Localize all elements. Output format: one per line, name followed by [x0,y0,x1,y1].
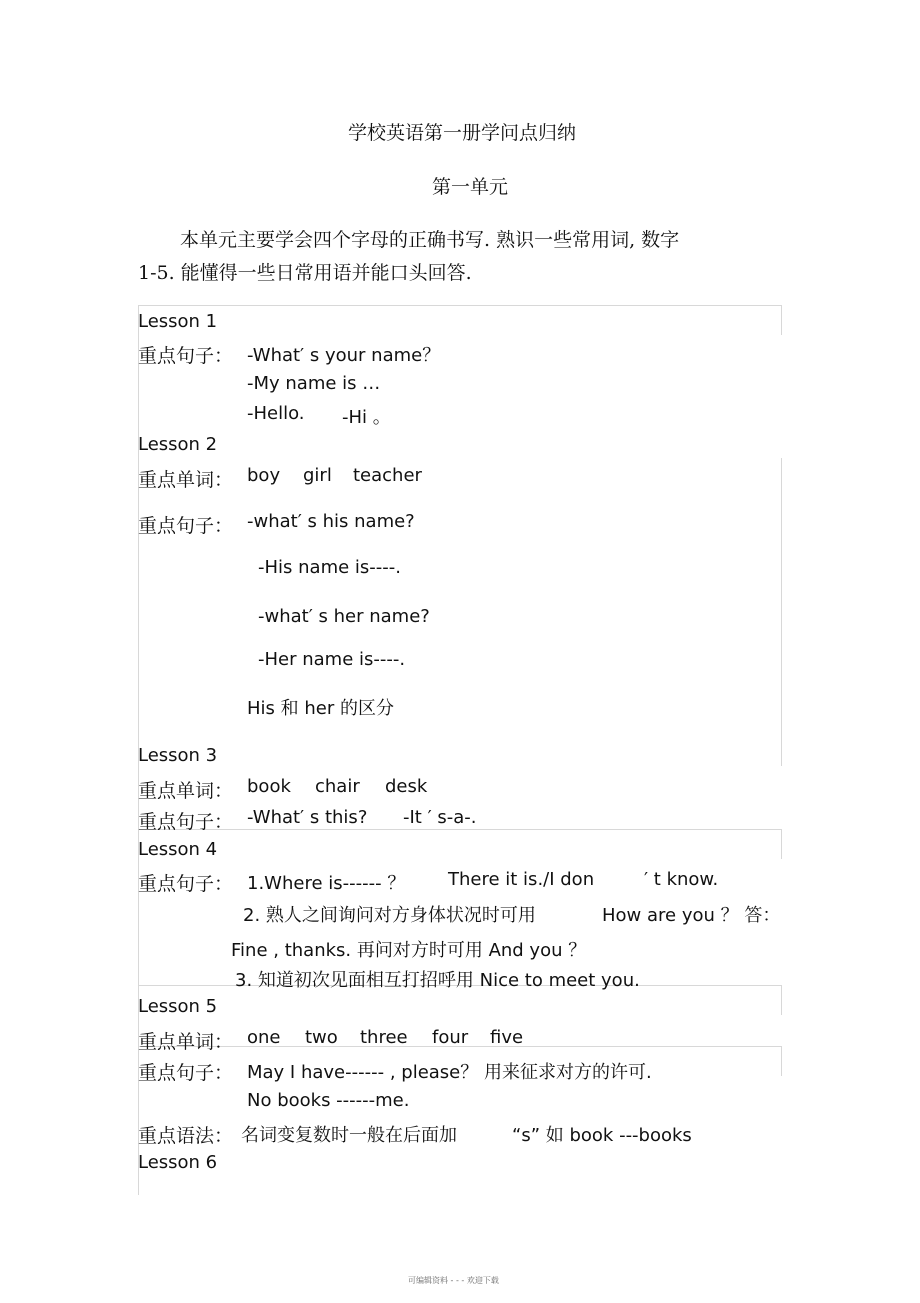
grid-line [138,305,782,306]
label-key-words: 重点单词： [138,469,234,491]
lesson-5-word-5: five [490,1027,524,1048]
lesson-2-word-2: girl [303,465,332,486]
lesson-1-sentence-2: -My name is … [247,373,381,394]
lesson-4-point-2a: 2. 熟人之间询问对方身体状况时可用 [243,905,536,926]
intro-line-2: 1-5. 能懂得一些日常用语并能口头回答. [138,262,472,284]
lesson-2-word-3: teacher [353,465,422,486]
lesson-3-word-3: desk [385,776,428,797]
label-key-sentences: 重点句子： [138,873,234,895]
lesson-5-sentence-1: May I have------ , please？ 用来征求对方的许可. [247,1062,652,1083]
lesson-2-heading: Lesson 2 [138,434,218,455]
label-key-sentences: 重点句子： [138,811,234,833]
lesson-2-sentence-2: -His name is----. [258,557,401,578]
lesson-5-word-1: one [247,1027,281,1048]
label-key-grammar: 重点语法： [138,1125,234,1147]
lesson-5-grammar-1a: 名词变复数时一般在后面加 [241,1125,457,1146]
lesson-4-point-1a: 1.Where is------ ？ [247,873,406,894]
grid-line [781,458,782,766]
lesson-1-sentence-1: -What′ s your name？ [247,345,441,366]
label-key-sentences: 重点句子： [138,345,234,367]
lesson-1-heading: Lesson 1 [138,311,218,332]
lesson-4-point-1b: There it is./I don [448,869,595,890]
lesson-3-word-2: chair [315,776,360,797]
lesson-2-sentence-3: -what′ s her name? [258,606,430,627]
lesson-5-sentence-2: No books ------me. [247,1090,410,1111]
label-key-sentences: 重点句子： [138,1062,234,1084]
lesson-6-heading: Lesson 6 [138,1152,218,1173]
grid-line [781,985,782,1015]
lesson-1-sentence-3b: -Hi 。 [342,407,391,428]
lesson-3-sentence-2: -It ′ s-a-. [403,807,477,828]
lesson-5-word-3: three [360,1027,408,1048]
lesson-5-grammar-1b: “s” 如 book ---books [512,1125,692,1146]
intro-line-1: 本单元主要学会四个字母的正确书写. 熟识一些常用词, 数字 [180,229,680,251]
lesson-5-word-2: two [305,1027,338,1048]
grid-line [781,1046,782,1076]
lesson-2-word-1: boy [247,465,281,486]
lesson-4-point-3: 3. 知道初次见面相互打招呼用 Nice to meet you. [235,970,640,991]
lesson-4-point-2b: How are you ？ 答： [602,905,781,926]
label-key-words: 重点单词： [138,1031,234,1053]
label-key-words: 重点单词： [138,780,234,802]
grid-line [781,305,782,335]
lesson-2-note: His 和 her 的区分 [247,698,394,719]
lesson-2-sentence-4: -Her name is----. [258,649,406,670]
lesson-3-heading: Lesson 3 [138,745,218,766]
lesson-1-sentence-3a: -Hello. [247,403,305,424]
lesson-3-word-1: book [247,776,291,797]
lesson-4-heading: Lesson 4 [138,839,218,860]
lesson-4-point-2c: Fine , thanks. 再问对方时可用 And you ？ [231,940,587,961]
lesson-2-sentence-1: -what′ s his name? [247,511,415,532]
page-footer: 可编辑资料 - - - 欢迎下载 [408,1276,499,1285]
page-title: 学校英语第一册学问点归纳 [348,122,577,144]
label-key-sentences: 重点句子： [138,515,234,537]
lesson-5-word-4: four [432,1027,469,1048]
unit-title: 第一单元 [432,176,509,198]
grid-line [781,829,782,859]
lesson-5-heading: Lesson 5 [138,996,218,1017]
lesson-3-sentence-1: -What′ s this? [247,807,368,828]
grid-line [138,829,782,830]
lesson-4-point-1c: ′ t know. [644,869,719,890]
